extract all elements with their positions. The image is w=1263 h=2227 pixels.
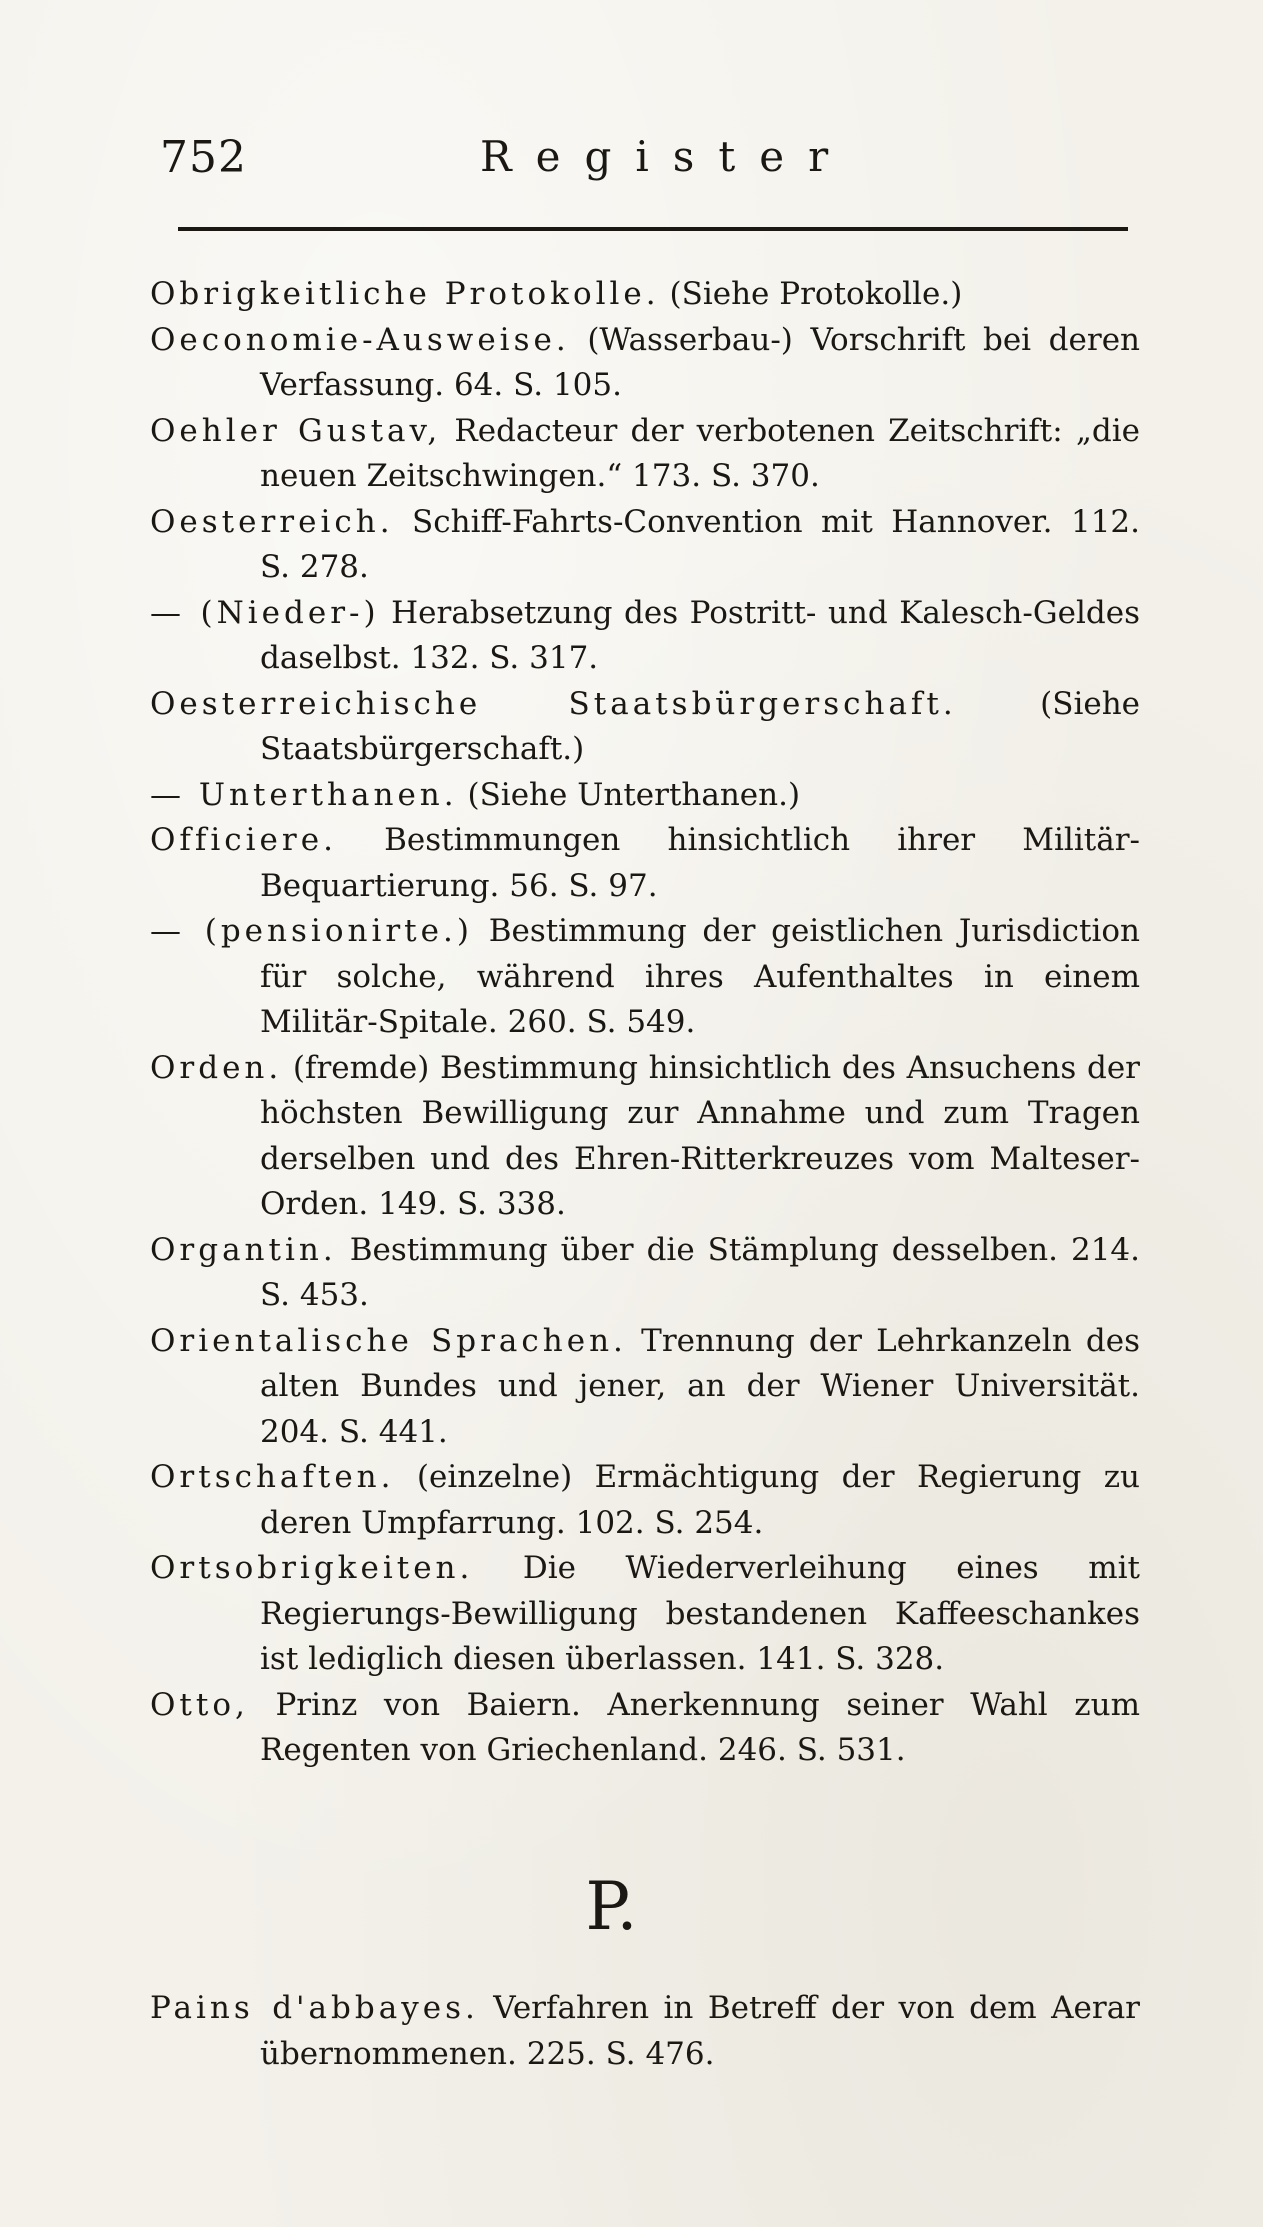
entry-head: Pains d'abbayes.	[150, 1990, 479, 2026]
register-entry	[150, 682, 1140, 773]
entry-body: Die Wiederverleihung eines mit Regierungs-Bewilligung bestandenen Kaffeeschankes ist lediglich diesen überlassen. 141. S. 328.	[260, 1550, 1140, 1677]
page-number: 752	[160, 132, 247, 183]
register-entry	[150, 1683, 1140, 1774]
register-entry	[150, 909, 1140, 1046]
register-entry	[150, 318, 1140, 409]
entry-body: Schiff-Fahrts-Convention mit Hannover. 112. S. 278.	[260, 503, 1140, 585]
entry-head: Ortsobrigkeiten.	[150, 1550, 474, 1586]
entry-body: Bestimmung über die Stämplung desselben. 214. S. 453.	[260, 1231, 1140, 1313]
register-entry	[150, 500, 1140, 591]
entry-head: Orden.	[150, 1049, 283, 1086]
entry-body: Prinz von Baiern. Anerkennung seiner Wahl zum Regenten von Griechenland. 246. S. 531.	[260, 1686, 1140, 1768]
entry-head: Orientalische Sprachen.	[150, 1322, 627, 1359]
register-entry	[150, 773, 1140, 819]
register-entry	[150, 1228, 1140, 1319]
register-entry	[150, 409, 1140, 500]
register-entry	[150, 272, 1140, 318]
entry-body: (Wasserbau-) Vorschrift bei deren Verfassung. 64. S. 105.	[260, 321, 1141, 403]
register-entry	[150, 1986, 1140, 2077]
entry-head: Organtin.	[150, 1231, 337, 1268]
section-letter-heading	[0, 1868, 1263, 1945]
entry-body: (fremde) Bestimmung hinsichtlich des Ansuchens der höchsten Bewilligung zur Annahme und zum Tragen derselben und des Ehren-Ritterkreuzes vom Malteser-Orden. 149. S. 338.	[260, 1049, 1140, 1222]
page-header	[150, 128, 1130, 198]
register-entry	[150, 1046, 1140, 1228]
register-entry	[150, 1319, 1140, 1456]
entry-head: Otto,	[150, 1686, 249, 1723]
entry-body: Bestimmung der geistlichen Jurisdiction für solche, während ihres Aufenthaltes in einem Militär-Spitale. 260. S. 549.	[260, 913, 1140, 1040]
entry-body: Herabsetzung des Postritt- und Kalesch-Geldes daselbst. 132. S. 317.	[260, 594, 1140, 676]
entry-head: Oesterreich.	[150, 503, 394, 540]
header-rule	[178, 227, 1128, 231]
entry-body: Redacteur der verbotenen Zeitschrift: „die neuen Zeitschwingen.“ 173. S. 370.	[260, 412, 1140, 494]
register-entries-p	[150, 1986, 1140, 2077]
running-title: Register	[480, 132, 853, 181]
entry-body: (Siehe Protokolle.)	[669, 276, 963, 312]
entry-head: Officiere.	[150, 822, 337, 858]
entry-body: (Siehe Unterthanen.)	[467, 776, 801, 813]
entry-head: Oehler Gustav,	[150, 412, 442, 449]
entry-head: — (pensionirte.)	[150, 913, 473, 949]
entry-body: (Siehe Staatsbürgerschaft.)	[260, 685, 1141, 767]
register-entry	[150, 591, 1140, 682]
entry-body: Verfahren in Betreff der von dem Aerar übernommenen. 225. S. 476.	[260, 1990, 1140, 2072]
entry-head: — Unterthanen.	[150, 776, 458, 813]
entry-head: Obrigkeitliche Protokolle.	[150, 276, 660, 312]
entry-body: (einzelne) Ermächtigung der Regierung zu deren Umpfarrung. 102. S. 254.	[260, 1459, 1140, 1541]
entry-head: Ortschaften.	[150, 1459, 395, 1495]
entry-body: Bestimmungen hinsichtlich ihrer Militär-Bequartierung. 56. S. 97.	[260, 822, 1140, 904]
register-entries-o	[150, 272, 1140, 1774]
register-entry	[150, 1546, 1140, 1683]
register-entry	[150, 1455, 1140, 1546]
entry-body: Trennung der Lehrkanzeln des alten Bundes und jener, an der Wiener Universität. 204. S. 441.	[260, 1322, 1140, 1450]
entry-head: Oeconomie-Ausweise.	[150, 321, 570, 358]
entry-head: — (Nieder-)	[150, 594, 380, 631]
section-letter: P.	[585, 1868, 638, 1945]
entry-head: Oesterreichische Staatsbürgerschaft.	[150, 685, 957, 722]
register-entry	[150, 818, 1140, 909]
